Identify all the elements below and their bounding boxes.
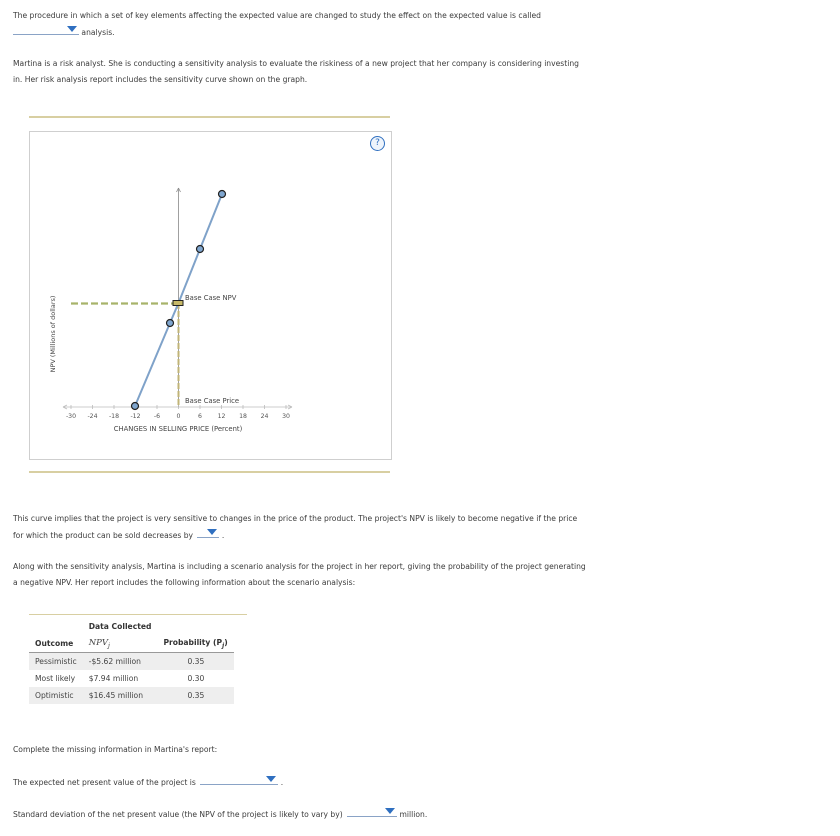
chevron-down-icon bbox=[67, 26, 77, 32]
std-dev-row bbox=[13, 806, 427, 823]
divider-top bbox=[29, 116, 390, 118]
y-axis-label: NPV (Millions of dollars) bbox=[49, 295, 57, 373]
table-row bbox=[29, 670, 234, 687]
base-case-price-label: Base Case Price bbox=[185, 397, 240, 405]
row-npv: $16.45 million bbox=[83, 687, 158, 704]
question-2-prefix: for which the product can be sold decreases by bbox=[13, 531, 194, 540]
base-case-point[interactable] bbox=[173, 301, 183, 306]
row-outcome: Most likely bbox=[35, 674, 76, 683]
row-probability: 0.35 bbox=[157, 653, 233, 671]
row-outcome: Pessimistic bbox=[29, 653, 83, 671]
table-caption: Data Collected bbox=[88, 622, 152, 631]
intro-line-2: in. Her risk analysis report includes the sensitivity curve shown on the graph. bbox=[13, 75, 308, 84]
chevron-down-icon bbox=[266, 776, 276, 782]
scenario-table bbox=[29, 614, 234, 704]
question-1-answer-row bbox=[13, 24, 115, 41]
x-axis-label: CHANGES IN SELLING PRICE (Percent) bbox=[113, 425, 243, 433]
table-row bbox=[29, 687, 234, 704]
expected-npv-prefix: The expected net present value of the project is bbox=[13, 778, 196, 787]
expected-npv-suffix: . bbox=[280, 778, 284, 787]
header-outcome: Outcome bbox=[29, 635, 83, 653]
row-npv: $7.94 million bbox=[88, 674, 139, 683]
curve-point-4[interactable] bbox=[197, 246, 204, 253]
x-tick-label: 0 bbox=[176, 413, 181, 420]
expected-npv-dropdown[interactable] bbox=[200, 774, 278, 785]
intro-line-1: Martina is a risk analyst. She is conducting a sensitivity analysis to evaluate the riskiness of a new project that her company is considering investing bbox=[13, 59, 579, 68]
divider-bottom bbox=[29, 471, 390, 473]
base-case-npv-label: Base Case NPV bbox=[185, 294, 237, 302]
header-npv: $NPV_j$ bbox=[83, 635, 158, 653]
x-tick-label: 30 bbox=[282, 413, 290, 420]
scenario-line-2: a negative NPV. Her report includes the following information about the scenario analysis: bbox=[13, 578, 356, 587]
row-npv: -$5.62 million bbox=[83, 653, 158, 671]
std-dev-prefix: Standard deviation of the net present value (the NPV of the project is likely to vary by) bbox=[13, 810, 343, 819]
std-dev-suffix: million. bbox=[399, 810, 428, 819]
curve-point-5[interactable] bbox=[219, 191, 226, 198]
x-tick-label: -24 bbox=[87, 413, 98, 420]
row-probability: 0.30 bbox=[187, 674, 205, 683]
expected-npv-row bbox=[13, 774, 283, 791]
question-1-suffix: analysis. bbox=[81, 28, 115, 37]
x-tick-label: -18 bbox=[108, 413, 120, 420]
x-tick-label: -30 bbox=[65, 413, 77, 420]
question-1-text: The procedure in which a set of key elements affecting the expected value are changed to study the effect on the expected value is called bbox=[13, 11, 541, 20]
question-2-suffix: . bbox=[221, 531, 225, 540]
curve-point-1[interactable] bbox=[132, 403, 139, 410]
sensitivity-chart bbox=[30, 132, 391, 459]
x-tick-label: 12 bbox=[217, 413, 226, 420]
complete-instruction: Complete the missing information in Martina's report: bbox=[13, 745, 218, 754]
question-2-line-2 bbox=[13, 527, 224, 544]
question-2-line-1: This curve implies that the project is very sensitive to changes in the price of the product. The project's NPV is likely to become negative if the price bbox=[13, 514, 578, 523]
x-tick-label: 6 bbox=[198, 413, 202, 420]
graph-panel bbox=[29, 131, 392, 460]
help-icon[interactable]: ? bbox=[370, 136, 385, 151]
x-tick-label: 18 bbox=[239, 413, 247, 420]
chevron-down-icon bbox=[385, 808, 395, 814]
scenario-line-1: Along with the sensitivity analysis, Martina is including a scenario analysis for the project in her report, giving the probability of the project generating bbox=[13, 562, 586, 571]
std-dev-dropdown[interactable] bbox=[347, 806, 397, 817]
chevron-down-icon bbox=[207, 529, 217, 535]
header-probability: Probability $(P_j)$ bbox=[157, 635, 233, 653]
row-outcome: Optimistic bbox=[29, 687, 83, 704]
x-tick-label: -12 bbox=[130, 413, 141, 420]
price-decrease-dropdown[interactable] bbox=[197, 527, 219, 538]
analysis-type-dropdown[interactable] bbox=[13, 24, 79, 35]
x-tick-label: 24 bbox=[260, 413, 269, 420]
curve-point-2[interactable] bbox=[167, 320, 174, 327]
row-probability: 0.35 bbox=[157, 687, 233, 704]
x-tick-label: -6 bbox=[153, 413, 161, 420]
table-row bbox=[29, 653, 234, 671]
